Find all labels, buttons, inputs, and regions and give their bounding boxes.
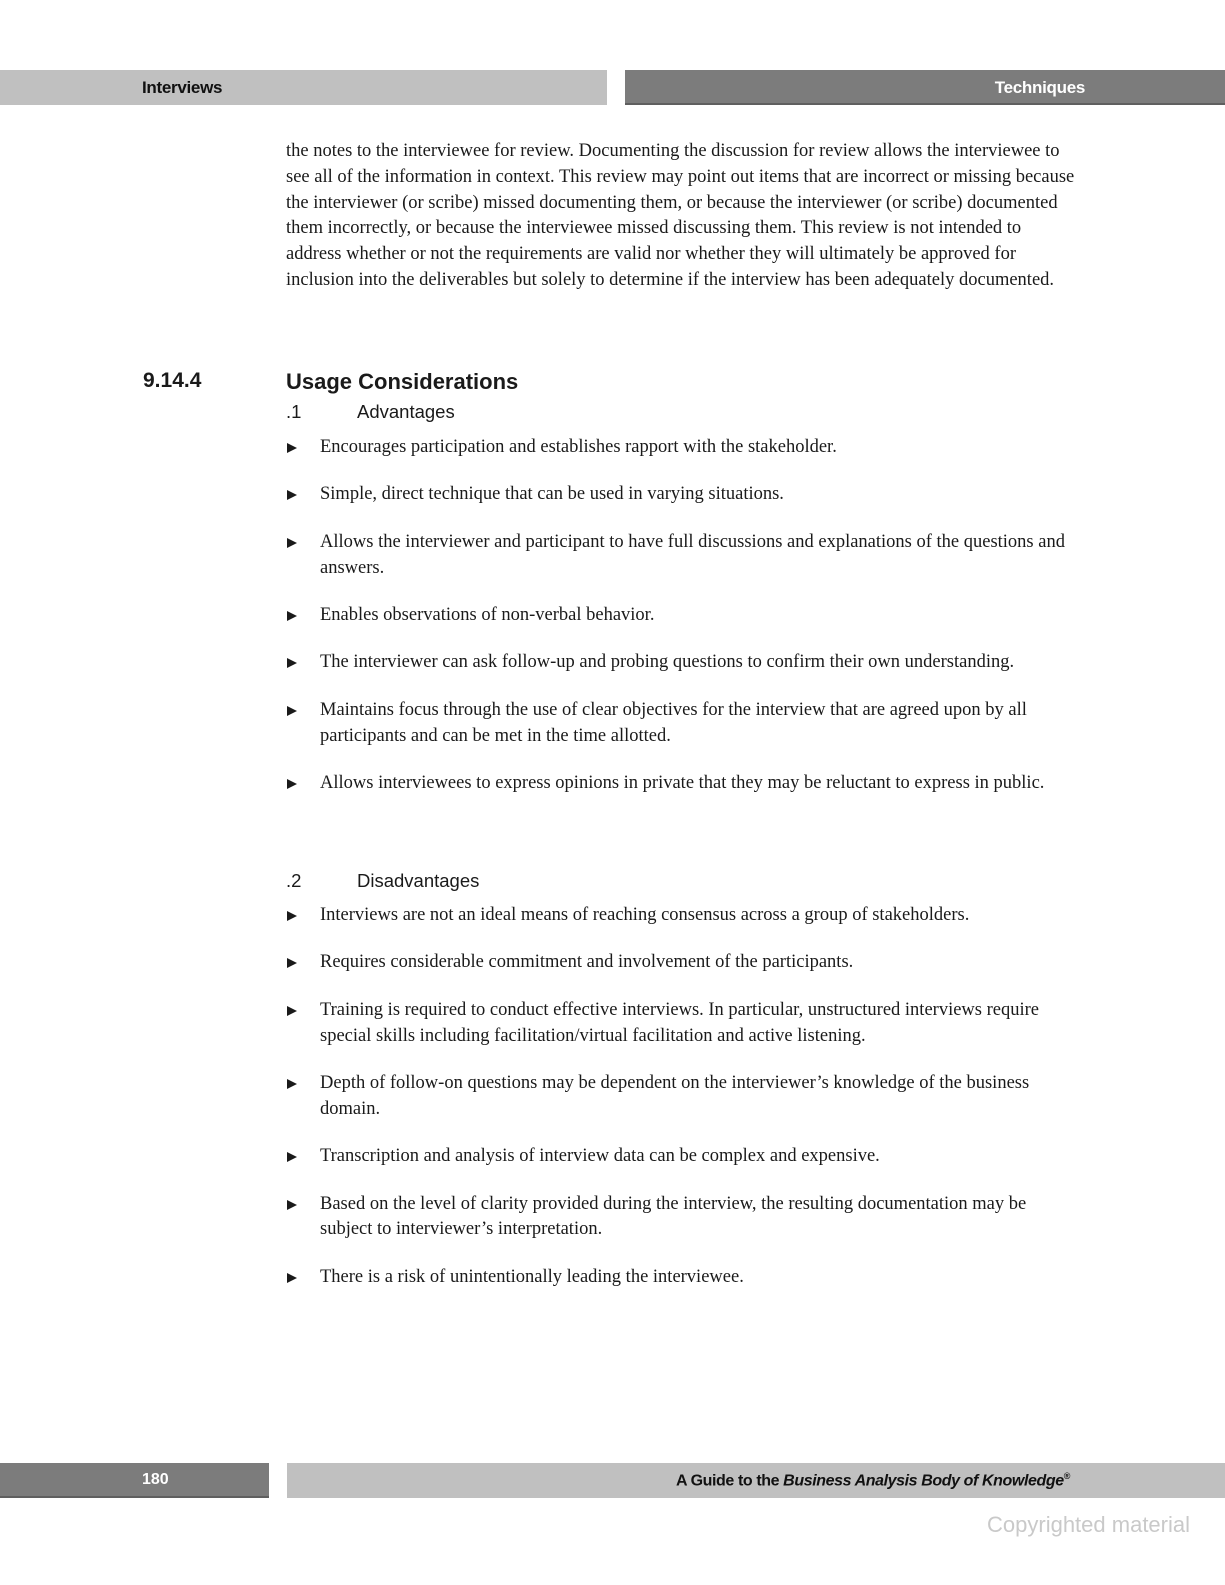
bullet-triangle-icon [287,1152,297,1162]
disadvantage-item [286,1071,1076,1123]
bullet-triangle-icon [287,443,297,453]
bullet-triangle-icon [287,779,297,789]
advantage-item-text: Encourages participation and establishes rapport with the stakeholder. [320,437,837,457]
footer-right-bar [287,1463,1225,1498]
header-section-label: Techniques [994,78,1085,97]
header-right-bar [625,70,1225,105]
bullet-triangle-icon [287,1273,297,1283]
bullet-triangle-icon [287,911,297,921]
advantages-list [286,435,1076,818]
advantage-item-text: Maintains focus through the use of clear objectives for the interview that are agreed upon by all participants and can be met in the time allotted. [320,699,1027,746]
advantage-item-text: Enables observations of non-verbal behavior. [320,604,655,625]
disadvantage-item-text: There is a risk of unintentionally leading the interviewee. [320,1266,744,1287]
advantage-item [286,650,1076,676]
disadvantages-heading [286,870,479,892]
bullet-triangle-icon [287,706,297,716]
section-number: 9.14.4 [143,369,202,392]
advantages-title: Advantages [357,401,455,422]
disadvantage-item-text: Interviews are not an ideal means of reaching consensus across a group of stakeholders. [320,905,970,925]
disadvantage-item [286,950,1076,976]
advantage-item [286,435,1076,461]
bullet-triangle-icon [287,538,297,548]
bullet-triangle-icon [287,490,297,500]
footer-guide-title [676,1471,1070,1490]
disadvantage-item [286,903,1076,929]
bullet-triangle-icon [287,1006,297,1016]
disadvantage-item-text: Requires considerable commitment and involvement of the participants. [320,952,854,973]
intro-paragraph: the notes to the interviewee for review. Documenting the discussion for review allows the interviewee to see all of the information in context. This review may point out items that are incorrect or missing because the interviewer (or scribe) missed documenting them, or because the interviewer (or scribe) documented them incorrectly, or because the interviewee missed discussing them. This review is not intended to address whether or not the requirements are valid nor whether they will ultimately be approved for inclusion into the deliverables but solely to determine if the interview has been adequately documented. [286,141,1075,290]
bullet-triangle-icon [287,958,297,968]
advantage-item [286,698,1076,750]
advantage-item-text: Simple, direct technique that can be used in varying situations. [320,484,784,505]
footer-guide-book-title: Business Analysis Body of Knowledge [783,1472,1064,1490]
disadvantage-item [286,1265,1076,1291]
disadvantage-item-text: Depth of follow-on questions may be dependent on the interviewer’s knowledge of the business domain. [320,1072,1030,1119]
section-title: Usage Considerations [286,369,519,394]
advantages-number: .1 [286,401,302,422]
bullet-triangle-icon [287,611,297,621]
header-left-bar [0,70,607,105]
advantage-item [286,603,1076,629]
disadvantage-item-text: Transcription and analysis of interview data can be complex and expensive. [320,1146,880,1167]
advantage-item-text: Allows the interviewer and participant to have full discussions and explanations of the questions and answers. [320,531,1065,578]
bullet-triangle-icon [287,1200,297,1210]
page-number: 180 [142,1471,169,1488]
advantage-item-text: Allows interviewees to express opinions in private that they may be reluctant to express in public. [320,772,1045,793]
advantage-item [286,771,1076,797]
header-chapter-label: Interviews [142,78,223,97]
advantages-heading [286,401,455,423]
footer-left-bar [0,1463,269,1498]
disadvantage-item [286,998,1076,1050]
disadvantage-item [286,1144,1076,1170]
advantage-item-text: The interviewer can ask follow-up and probing questions to confirm their own understanding. [320,652,1015,673]
bullet-triangle-icon [287,1079,297,1089]
disadvantage-item-text: Based on the level of clarity provided during the interview, the resulting documentation may be subject to interviewer’s interpretation. [320,1193,1027,1240]
disadvantage-item-text: Training is required to conduct effective interviews. In particular, unstructured interviews require special skills including facilitation/virtual facilitation and active listening. [320,999,1039,1046]
advantage-item [286,482,1076,508]
disadvantages-list [286,903,1076,1312]
bullet-triangle-icon [287,658,297,668]
disadvantage-item [286,1192,1076,1244]
advantage-item [286,530,1076,582]
disadvantages-number: .2 [286,870,302,891]
footer-guide-prefix: A Guide to the [675,1472,784,1490]
disadvantages-title: Disadvantages [357,870,480,891]
registered-mark: ® [1063,1471,1070,1481]
copyright-watermark: Copyrighted material [987,1512,1190,1537]
